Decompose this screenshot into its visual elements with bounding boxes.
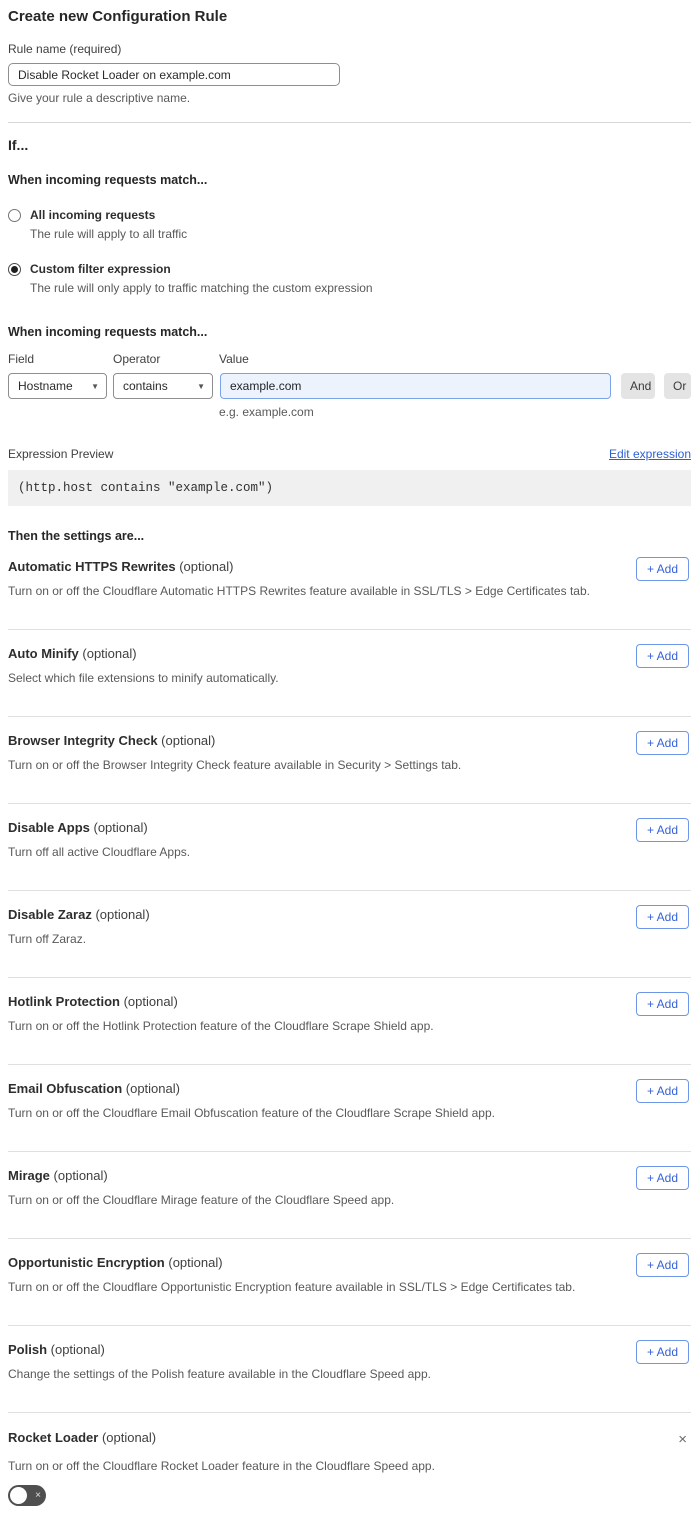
add-setting-button[interactable]: + Add [636,905,689,929]
setting-optional-suffix: (optional) [161,733,216,748]
setting-row [8,978,691,1065]
radio-custom-filter-description: The rule will only apply to traffic matching the custom expression [30,281,373,295]
add-setting-button[interactable]: + Add [636,1079,689,1103]
close-icon[interactable]: × [678,1431,687,1448]
edit-expression-link[interactable]: Edit expression [608,447,691,461]
rocket-loader-title: Rocket Loader [8,1430,99,1445]
setting-title: Email Obfuscation [8,1081,123,1096]
setting-optional-suffix: (optional) [50,1342,105,1357]
radio-option-custom-filter[interactable] [8,262,691,295]
field-select-value: Hostname [18,379,73,393]
setting-row [8,804,691,891]
setting-optional-suffix: (optional) [53,1168,108,1183]
setting-description: Turn on or off the Cloudflare Email Obfuscation feature of the Cloudflare Scrape Shield app. [8,1106,495,1120]
rocket-loader-row [8,1413,691,1511]
rocket-loader-description: Turn on or off the Cloudflare Rocket Loader feature in the Cloudflare Speed app. [8,1459,435,1473]
setting-optional-suffix: (optional) [82,646,137,661]
setting-description: Turn off all active Cloudflare Apps. [8,845,191,859]
radio-custom-filter-label: Custom filter expression [30,262,171,276]
settings-list [8,543,691,1413]
filter-heading: When incoming requests match... [8,325,208,339]
page-title: Create new Configuration Rule [8,8,228,25]
toggle-knob [10,1487,27,1504]
radio-all-incoming-label: All incoming requests [30,208,156,222]
setting-optional-suffix: (optional) [93,820,148,835]
filter-expression-row [8,373,691,399]
setting-description: Turn on or off the Cloudflare Mirage feature of the Cloudflare Speed app. [8,1193,395,1207]
if-heading: If... [8,137,29,153]
radio-all-incoming-description: The rule will apply to all traffic [30,227,188,241]
setting-row [8,1152,691,1239]
setting-description: Turn on or off the Hotlink Protection feature of the Cloudflare Scrape Shield app. [8,1019,434,1033]
setting-title: Browser Integrity Check [8,733,158,748]
operator-select[interactable] [113,373,213,399]
incoming-requests-heading: When incoming requests match... [8,173,208,187]
add-setting-button[interactable]: + Add [636,992,689,1016]
operator-select-value: contains [123,379,168,393]
rule-name-label: Rule name (required) [8,42,122,56]
setting-description: Turn on or off the Browser Integrity Check feature available in Security > Settings tab. [8,758,462,772]
setting-row [8,1326,691,1413]
setting-optional-suffix: (optional) [95,907,150,922]
setting-optional-suffix: (optional) [125,1081,180,1096]
setting-row [8,1239,691,1326]
setting-row [8,891,691,978]
setting-description: Turn on or off the Cloudflare Automatic HTTPS Rewrites feature available in SSL/TLS > Edge Certificates tab. [8,584,590,598]
add-setting-button[interactable]: + Add [636,818,689,842]
rule-name-input[interactable] [8,63,340,86]
rocket-loader-toggle[interactable] [8,1485,46,1506]
setting-description: Change the settings of the Polish feature available in the Cloudflare Speed app. [8,1367,431,1381]
rocket-loader-optional-suffix: (optional) [101,1430,157,1445]
setting-title: Auto Minify [8,646,79,661]
value-input[interactable] [220,373,611,399]
chevron-down-icon: ▼ [197,382,205,391]
setting-row [8,1065,691,1152]
setting-title: Hotlink Protection [8,994,120,1009]
value-label: Value [219,352,249,366]
setting-title: Automatic HTTPS Rewrites [8,559,176,574]
field-label: Field [8,352,35,366]
setting-description: Select which file extensions to minify automatically. [8,671,279,685]
operator-label: Operator [113,352,161,366]
add-setting-button[interactable]: + Add [636,557,689,581]
radio-unselected-icon[interactable] [8,209,21,222]
setting-title: Polish [8,1342,48,1357]
or-button[interactable]: Or [664,373,691,399]
field-select[interactable] [8,373,107,399]
add-setting-button[interactable]: + Add [636,1166,689,1190]
setting-title: Disable Apps [8,820,90,835]
settings-heading: Then the settings are... [8,529,145,543]
toggle-off-icon: × [35,1489,41,1501]
value-helper: e.g. example.com [219,405,314,419]
rule-name-helper: Give your rule a descriptive name. [8,91,191,105]
setting-description: Turn off Zaraz. [8,932,87,946]
radio-selected-icon[interactable] [8,263,21,276]
setting-optional-suffix: (optional) [179,559,234,574]
setting-title: Disable Zaraz [8,907,92,922]
setting-row [8,543,691,630]
add-setting-button[interactable]: + Add [636,644,689,668]
add-setting-button[interactable]: + Add [636,731,689,755]
filter-column-labels [8,352,691,366]
setting-row [8,717,691,804]
radio-option-all-incoming[interactable] [8,208,691,241]
setting-title: Mirage [8,1168,50,1183]
expression-preview-code: (http.host contains "example.com") [8,470,691,506]
setting-optional-suffix: (optional) [168,1255,223,1270]
setting-title: Opportunistic Encryption [8,1255,165,1270]
setting-description: Turn on or off the Cloudflare Opportunistic Encryption feature available in SSL/TLS > Edge Certificates tab. [8,1280,576,1294]
and-button[interactable]: And [621,373,655,399]
add-setting-button[interactable]: + Add [636,1340,689,1364]
expression-preview-label: Expression Preview [8,447,114,461]
section-divider [8,122,691,123]
add-setting-button[interactable]: + Add [636,1253,689,1277]
setting-row [8,630,691,717]
chevron-down-icon: ▼ [91,382,99,391]
setting-optional-suffix: (optional) [123,994,178,1009]
expression-preview-header [8,447,691,461]
